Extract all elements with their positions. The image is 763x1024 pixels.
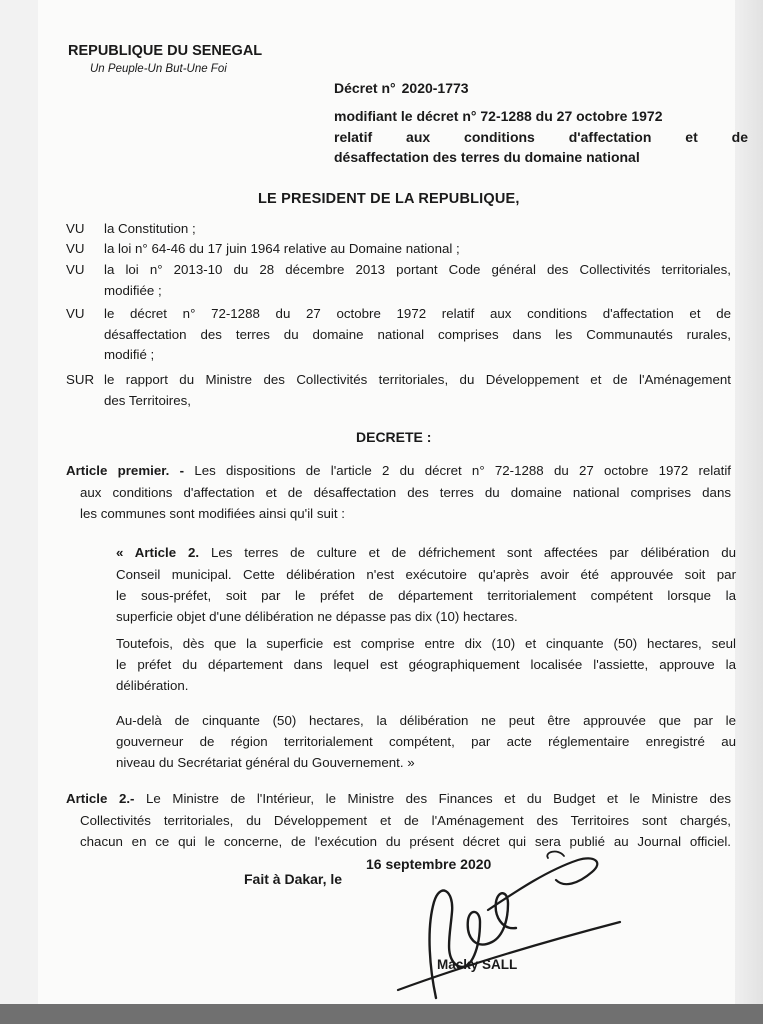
quoted-article-label: « Article 2. [116,545,200,560]
quoted-article-line-3: le sous-préfet, soit par le préfet de département territorialement compétent lorsque la [116,588,736,603]
decree-title [334,81,469,95]
signatory-name: Macky SALL [437,957,518,972]
visa-key: VU [66,221,85,236]
visa-key: VU [66,306,85,321]
article-1-text: Les dispositions de l'article 2 du décret n° 72-1288 du 27 octobre 1972 relatif [194,463,731,478]
signature-date: 16 septembre 2020 [366,856,492,872]
quoted-paragraph-3-line-3: niveau du Secrétariat général du Gouvernement. » [116,755,415,770]
quoted-article-line-4: superficie objet d'une délibération ne dépasse pas dix (10) hectares. [116,609,518,624]
quoted-paragraph-3-line-2: gouverneur de région territorialement compétent, par acte réglementaire enregistré au [116,734,736,749]
quoted-article-text: Les terres de culture et de défrichement sont affectées par délibération du [210,545,736,560]
article-2-label: Article 2.- [66,791,135,806]
article-2-line-2: Collectivités territoriales, du Développement et de l'Aménagement des Territoires sont chargés, [80,813,731,828]
quoted-paragraph-3-line-1: Au-delà de cinquante (50) hectares, la délibération ne peut être approuvée que par le [116,713,736,728]
decree-subject-line-2: relatif aux conditions d'affectation et de [334,129,748,145]
decree-document [38,0,748,1004]
country-heading: REPUBLIQUE DU SENEGAL [68,43,263,59]
place-of-signature: Fait à Dakar, le [244,871,343,887]
decree-subject-line-3: désaffectation des terres du domaine national [334,149,640,165]
article-2-line-3: chacun en ce qui le concerne, de l'exécution du présent décret qui sera publié au Journal officiel. [80,834,731,849]
visa-key: VU [66,262,85,277]
article-1-line-3: les communes sont modifiées ainsi qu'il suit : [80,506,345,521]
visa-text: le décret n° 72-1288 du 27 octobre 1972 relatif aux conditions d'affectation et de [104,306,731,321]
article-1-label: Article premier. - [66,463,185,478]
visa-text: le rapport du Ministre des Collectivités territoriales, du Développement et de l'Aménagement [104,372,731,387]
visa-key: SUR [66,372,95,387]
article-1-line-2: aux conditions d'affectation et de désaffectation des terres du domaine national comprises dans [80,485,731,500]
visa-text: désaffectation des terres du domaine national comprises dans les Communautés rurales, [104,327,731,342]
visa-text: la loi n° 2013-10 du 28 décembre 2013 portant Code général des Collectivités territoriales, [104,262,731,277]
decree-label: Décret n° [334,80,396,96]
photo-left-margin [0,0,38,1024]
authority-heading: LE PRESIDENT DE LA REPUBLIQUE, [258,191,520,207]
handwritten-signature [368,850,628,1000]
photo-bottom-band [0,1004,763,1024]
visa-text: la Constitution ; [104,221,196,236]
visa-text: des Territoires, [104,393,191,408]
decree-number: 2020-1773 [401,80,469,96]
article-1-line-1 [66,464,731,477]
quoted-paragraph-2-line-2: le préfet du département dans lequel est géographiquement localisée l'assiette, approuve la [116,657,736,672]
visa-key: VU [66,241,85,256]
decrete-heading: DECRETE : [356,429,432,445]
quoted-paragraph-2-line-1: Toutefois, dès que la superficie est comprise entre dix (10) et cinquante (50) hectares, seul [116,636,736,651]
quoted-paragraph-2-line-3: délibération. [116,678,189,693]
visa-text: modifié ; [104,347,155,362]
national-motto: Un Peuple-Un But-Une Foi [90,63,227,75]
article-2-text: Le Ministre de l'Intérieur, le Ministre des Finances et du Budget et le Ministre des [146,791,731,806]
quoted-article-line-2: Conseil municipal. Cette délibération n'est exécutoire qu'après avoir été approuvée soit par [116,567,736,582]
decree-subject-line-1: modifiant le décret n° 72-1288 du 27 octobre 1972 [334,108,663,124]
quoted-article-line-1 [116,546,736,559]
article-2-line-1 [66,792,731,805]
visa-text: la loi n° 64-46 du 17 juin 1964 relative au Domaine national ; [104,241,460,256]
visa-text: modifiée ; [104,283,162,298]
